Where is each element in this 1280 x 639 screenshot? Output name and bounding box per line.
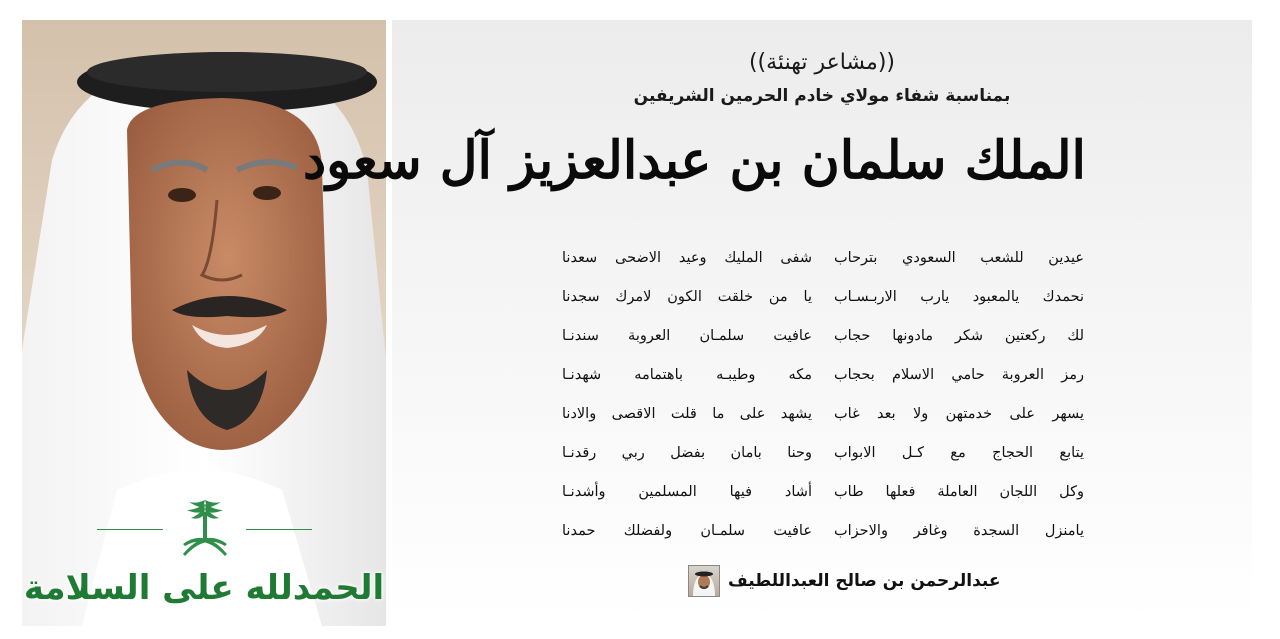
poem-row xyxy=(562,316,1084,355)
saudi-emblem-icon xyxy=(175,498,235,562)
king-portrait-panel xyxy=(22,20,386,626)
poem-verse-right: نحمدك يالمعبود يارب الاربـسـاب xyxy=(834,288,1084,305)
author-avatar xyxy=(688,565,720,597)
poem-verse-left: أشاد فيها المسلمين وأشدنـا xyxy=(562,483,812,500)
poem-row xyxy=(562,238,1084,277)
poem-verse-left: يا من خلقت الكون لامرك سجدنا xyxy=(562,288,812,305)
poem xyxy=(562,238,1084,550)
poem-verse-left: شفى المليك وعيد الاضحى سعدنا xyxy=(562,249,812,266)
poem-verse-right: يتابع الحجاج مع كـل الابواب xyxy=(834,444,1084,461)
poem-row xyxy=(562,511,1084,550)
poem-row xyxy=(562,277,1084,316)
card-title: ((مشاعر تهنئة)) xyxy=(748,50,896,75)
poem-row xyxy=(562,472,1084,511)
poem-verse-left: عافيت سلمـان ولفضلك حمدنا xyxy=(562,522,812,539)
emblem-divider xyxy=(97,498,312,562)
author-signature xyxy=(688,566,1000,596)
poem-verse-right: يامنزل السجدة وغافر والاحزاب xyxy=(834,522,1084,539)
poem-verse-left: يشهد على ما قلت الاقصى والادنا xyxy=(562,405,812,422)
author-name: عبدالرحمن بن صالح العبداللطيف xyxy=(728,571,1001,591)
card-subtitle: بمناسبة شفاء مولاي خادم الحرمين الشريفين xyxy=(633,86,1011,106)
poem-verse-right: لك ركعتين شكر مادونها حجاب xyxy=(834,327,1084,344)
poem-row xyxy=(562,355,1084,394)
poem-verse-right: رمز العروبة حامي الاسلام بحجاب xyxy=(834,366,1084,383)
divider-line-left xyxy=(97,529,163,530)
poem-verse-left: وحنا بامان بفضل ربي رقدنـا xyxy=(562,444,812,461)
poem-verse-right: يسهر على خدمتهن ولا بعد غاب xyxy=(834,405,1084,422)
poem-verse-right: وكل اللجان العاملة فعلها طاب xyxy=(834,483,1084,500)
greeting-text: الحمدلله على السلامة xyxy=(23,568,385,608)
congratulation-card xyxy=(303,20,1252,624)
poem-row xyxy=(562,433,1084,472)
poem-verse-left: مكه وطيبـه باهتمامه شهدنـا xyxy=(562,366,812,383)
king-name-calligraphy: الملك سلمان بن عبدالعزيز آل سعود xyxy=(303,130,1086,191)
poem-verse-right: عيدين للشعب السعودي بترحاب xyxy=(834,249,1084,266)
divider-line-right xyxy=(246,529,312,530)
poem-row xyxy=(562,394,1084,433)
poem-verse-left: عافيت سلمـان العروبة سندنـا xyxy=(562,327,812,344)
